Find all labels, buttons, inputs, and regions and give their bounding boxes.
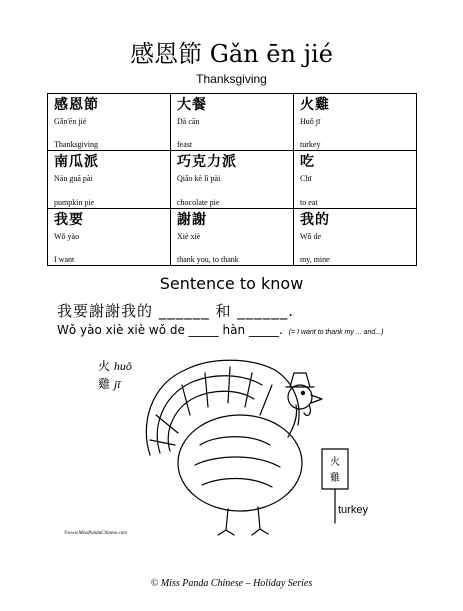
vocab-english: to eat bbox=[300, 197, 318, 207]
vocab-pinyin: Wǒ de bbox=[300, 231, 322, 241]
ji-character: 雞 bbox=[98, 377, 111, 391]
vocab-cell bbox=[48, 208, 171, 265]
vocab-english: feast bbox=[177, 140, 193, 150]
table-row bbox=[48, 94, 417, 151]
turkey-illustration bbox=[90, 345, 390, 545]
sign-ji-character: 雞 bbox=[330, 473, 340, 484]
illustration-credit: ©www.MissPandaChinese.com bbox=[64, 531, 127, 536]
huo-pinyin: huǒ bbox=[113, 359, 132, 373]
vocab-chinese: 大餐 bbox=[177, 97, 207, 113]
vocab-english: I want bbox=[54, 255, 75, 264]
vocab-cell bbox=[294, 151, 417, 208]
vocab-cell bbox=[48, 151, 171, 208]
vocab-chinese: 火雞 bbox=[300, 97, 330, 113]
vocab-pinyin: Huǒ jī bbox=[300, 117, 321, 126]
turkey-tail-feathers bbox=[146, 360, 299, 455]
vocab-english: chocolate pie bbox=[177, 197, 220, 207]
vocab-cell bbox=[48, 94, 171, 151]
vocab-cell bbox=[171, 94, 294, 151]
table-row bbox=[48, 151, 417, 208]
sentence-pinyin-text: Wǒ yào xiè xiè wǒ de _____ hàn _____. bbox=[57, 323, 283, 337]
turkey-beak bbox=[311, 395, 322, 403]
vocab-english: thank you, to thank bbox=[177, 255, 239, 264]
vocab-chinese: 我的 bbox=[300, 211, 330, 228]
vocab-chinese: 我要 bbox=[54, 211, 84, 228]
vocab-cell bbox=[171, 208, 294, 265]
vocab-english: pumpkin pie bbox=[54, 197, 95, 207]
sentence-pinyin bbox=[57, 323, 383, 337]
vocab-english: turkey bbox=[300, 140, 321, 150]
sentence-heading: Sentence to know bbox=[159, 274, 304, 293]
page-footer: © Miss Panda Chinese – Holiday Series bbox=[150, 578, 313, 589]
ji-pinyin: jī bbox=[113, 377, 121, 391]
page-subtitle: Thanksgiving bbox=[196, 72, 267, 86]
sentence-translation-note: (= I want to thank my ... and...) bbox=[288, 329, 384, 336]
vocab-pinyin: Xiè xiè bbox=[177, 231, 201, 241]
vocab-pinyin: Qiǎo kè lì pài bbox=[177, 174, 221, 184]
vocab-pinyin: Wǒ yào bbox=[54, 231, 80, 241]
turkey-head bbox=[288, 385, 312, 409]
vocab-english: my, mine bbox=[300, 255, 330, 264]
vocab-pinyin: Dà cān bbox=[177, 117, 200, 126]
sign-huo-character: 火 bbox=[330, 457, 340, 468]
vocab-table bbox=[47, 93, 417, 266]
vocab-cell bbox=[294, 94, 417, 151]
vocab-cell bbox=[294, 208, 417, 265]
turkey-body bbox=[178, 415, 302, 511]
vocab-cell bbox=[171, 151, 294, 208]
huo-character: 火 bbox=[98, 359, 111, 373]
vocab-chinese: 巧克力派 bbox=[177, 154, 237, 171]
sentence-chinese: 我要謝謝我的 ______ 和 ______. bbox=[57, 302, 295, 320]
vocab-chinese: 南瓜派 bbox=[54, 154, 99, 171]
table-row bbox=[48, 208, 417, 265]
turkey-neck bbox=[288, 405, 297, 437]
vocab-chinese: 謝謝 bbox=[177, 211, 207, 228]
vocab-chinese: 吃 bbox=[300, 154, 315, 171]
vocab-pinyin: Gǎn'ēn jié bbox=[54, 117, 87, 126]
vocab-english: Thanksgiving bbox=[54, 140, 98, 150]
vocab-pinyin: Nán guā pài bbox=[54, 174, 93, 184]
vocab-pinyin: Chī bbox=[300, 174, 312, 184]
page-title: 感恩節 Gǎn ēn jié bbox=[130, 40, 333, 68]
sign-english: turkey bbox=[338, 504, 368, 516]
vocab-chinese: 感恩節 bbox=[54, 97, 99, 113]
